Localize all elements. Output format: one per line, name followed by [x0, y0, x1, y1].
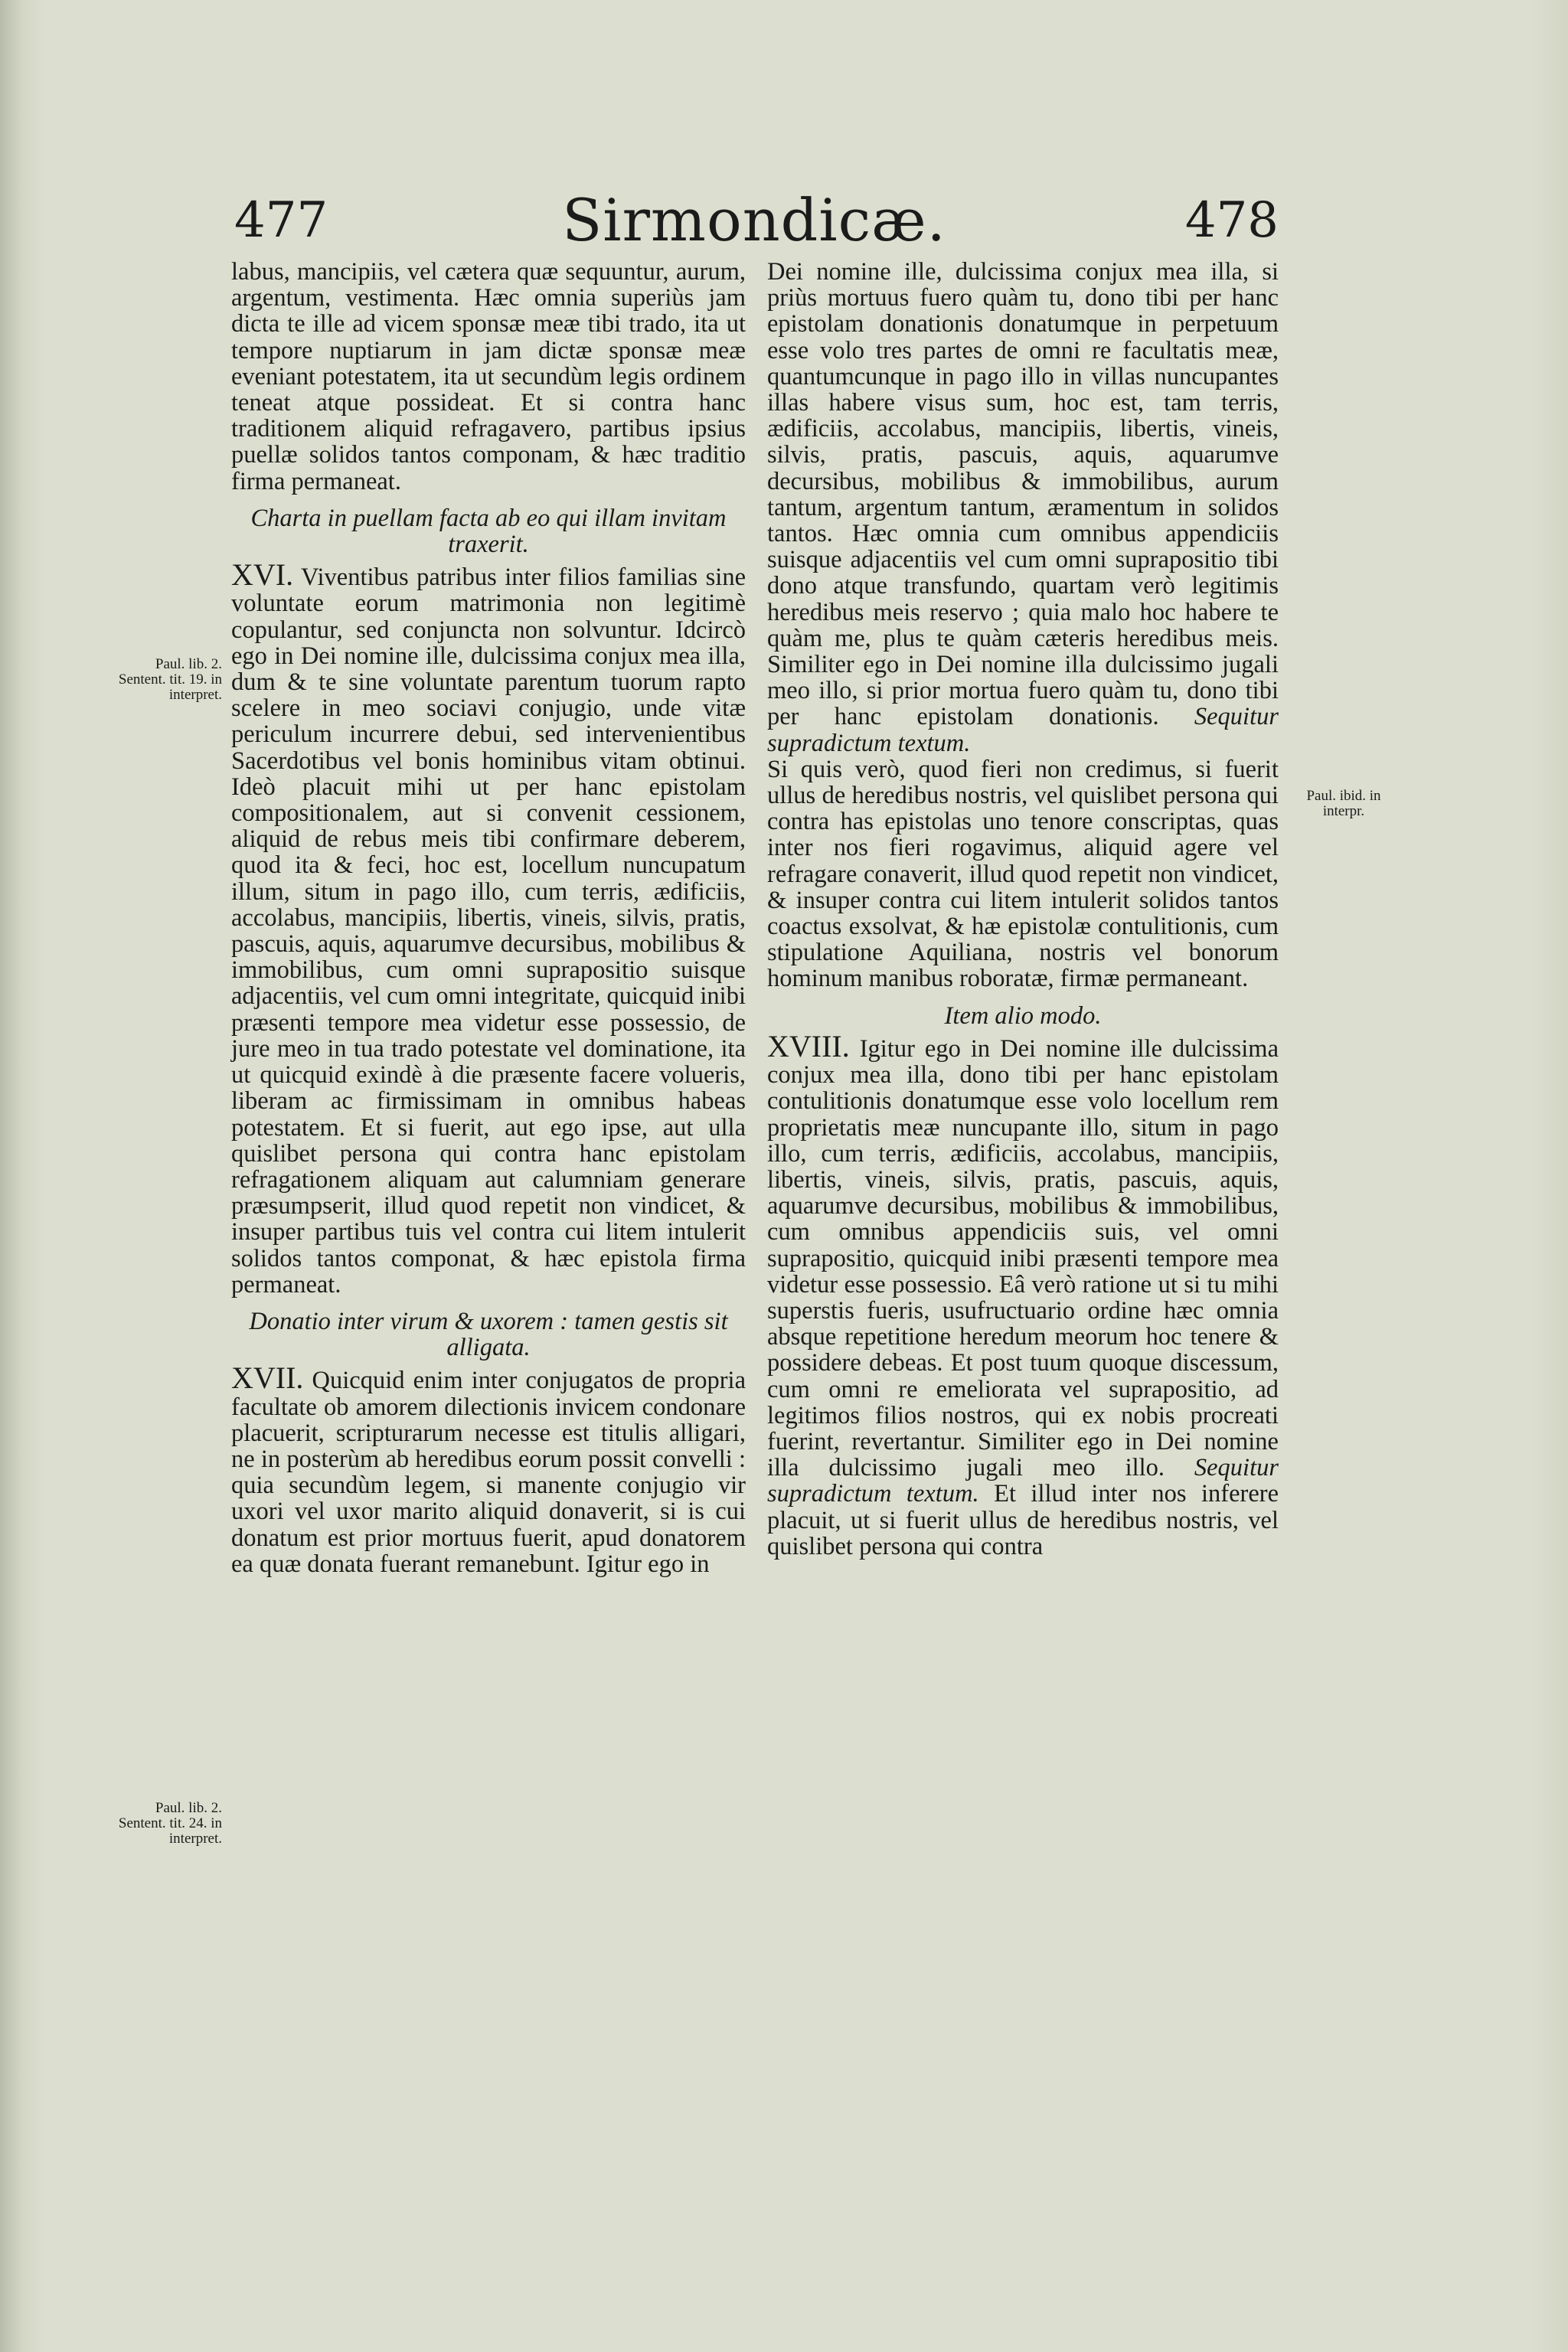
- margin-note: Paul. lib. 2. Sentent. tit. 19. in interpret.: [118, 656, 222, 703]
- folio-right: 478: [1184, 192, 1279, 249]
- paragraph: [767, 1028, 1279, 1560]
- margin-note: Paul. ibid. in interpr.: [1306, 788, 1381, 819]
- italic-phrase: Sequitur supradictum textum.: [767, 1454, 1279, 1508]
- section-heading: Charta in puellam facta ab eo qui illam invitam traxerit.: [250, 504, 727, 559]
- paragraph: labus, mancipiis, vel cætera quæ sequuntur, aurum, argentum, vestimenta. Hæc omnia superiùs jam dicta te ille ad vicem sponsæ meæ tibi trado, ita ut tempore nuptiarum in jam dictæ sponsæ meæ eveniant potestatem, ita ut secundùm legis ordinem teneat atque possideat. Et si contra hanc traditionem aliquid refragavero, partibus ipsius puellæ solidos tantos componam, & hæc traditio firma permaneat.: [231, 258, 746, 495]
- paragraph: [767, 259, 1279, 756]
- running-title: Sirmondicæ.: [562, 186, 946, 254]
- paragraph-text: Igitur ego in Dei nomine ille dulcissima conjux mea illa, dono tibi per hanc epistolam contulitionis donatumque esse volo locellum rem proprietatis meæ nuncupante illo, situm in pago illo, cum terris, ædificiis, accolabus, mancipiis, libertis, vineis, silvis, pratis, pascuis, aquis, aquarumve decursibus, mobilibus & immobilibus, cum omnibus appendiciis suis, vel omni suprapositio, quicquid inibi præsenti tempore mea videtur esse possessio. Eâ verò ratione ut si tu mihi superstis fueris, usufructuario ordine hæc omnia absque repetitione heredum meorum hoc tenere & possidere debeas. Et post tuum quoque discessum, cum omni re emeliorata vel suprapositio, ad legitimos filios nostros, qui ex nobis procreati fuerint, revertantur. Similiter ego in Dei nomine illa dulcissimo jugali meo illo.: [767, 1034, 1279, 1482]
- paragraph: Si quis verò, quod fieri non credimus, si fuerit ullus de heredibus nostris, vel quislibet persona qui contra has epistolas uno tenore conscriptas, quas inter nos fieri rogavimus, aliquid agere vel refragare conaverit, illud quod repetit non vindicet, & insuper contra cui litem intulerit solidos tantos coactus exsolvat, & hæ epistolæ contulitionis, cum stipulatione Aquiliana, nostris vel bonorum hominum manibus roboratæ, firmæ permaneant.: [767, 755, 1279, 993]
- section-heading: Donatio inter virum & uxorem : tamen gestis sit alligata.: [249, 1307, 728, 1362]
- margin-note: Paul. lib. 2. Sentent. tit. 24. in interpret.: [118, 1800, 222, 1847]
- paragraph-text: Et illud inter nos inferere placuit, ut si fuerit ullus de heredibus nostris, vel quislibet persona qui contra: [767, 1480, 1279, 1560]
- paragraph: [231, 1361, 746, 1578]
- paragraph: [231, 557, 746, 1298]
- paragraph-text: Dei nomine ille, dulcissima conjux mea illa, si priùs mortuus fuero quàm tu, dono tibi per hanc epistolam donationis donatumque in perpetuum esse volo tres partes de omni re facultatis meæ, quantumcunque in pago illo in villas nuncupantes illas habere visus sum, hoc est, tam terris, ædificiis, accolabus, mancipiis, libertis, vineis, silvis, pratis, pascuis, aquis, aquarumve decursibus, mobilibus & immobilibus, aurum tantum, argentum tantum, æramentum in solidos tantos. Hæc omnia cum omnibus appendiciis suisque adjacentiis vel cum omni suprapositio tibi dono atque transfundo, quartam verò legitimis heredibus meis reservo ; quia malo hoc habere te quàm me, plus te quàm cæteris heredibus meis. Similiter ego in Dei nomine illa dulcissimo jugali meo illo, si prior mortua fuero quàm tu, dono tibi per hanc epistolam donationis.: [767, 258, 1279, 731]
- paragraph-text: Viventibus patribus inter filios familias sine voluntate eorum matrimonia non legitimè copulantur, sed conjuncta non solvuntur. Idcircò ego in Dei nomine ille, dulcissima conjux mea illa, dum & te sine voluntate parentum tuorum rapto scelere in meo sociavi conjugio, unde vitæ periculum incurrere debui, sed intervenientibus Sacerdotibus vel bonis hominibus vitam obtinui. Ideò placuit mihi ut per hanc epistolam compositionalem, aut si convenit cessionem, aliquid de rebus meis tibi confirmare deberem, quod ita & feci, hoc est, locellum nuncupatum illum, situm in pago illo, cum terris, ædificiis, accolabus, mancipiis, libertis, vineis, silvis, pratis, pascuis, aquis, aquarumve decursibus, mobilibus & immobilibus, cum omni suprapositio suisque adjacentiis, vel cum omni integritate, quicquid inibi præsenti tempore mea videtur esse possessio, de jure meo in tua trado potestate vel dominatione, ita ut quicquid exindè à die præsente facere volueris, liberam ac firmissimam in omnibus habeas potestatem. Et si fuerit, aut ego ipse, aut ulla quislibet persona qui contra hanc epistolam refragationem aliquam aut calumniam generare præsumpserit, illud quod repetit non vindicet, & insuper partibus tuis vel contra cui litem intulerit solidos tantos componat, & hæc epistola firma permaneat.: [231, 564, 746, 1298]
- left-column: [231, 259, 746, 1577]
- section-numeral: XVII.: [231, 1361, 304, 1396]
- paragraph-text: Quicquid enim inter conjugatos de propria facultate ob amorem dilectionis invicem condonare placuerit, scripturarum necesse est titulis alligari, ne in posterùm ab heredibus eorum possit convelli : quia secundùm legem, si manente conjugio vir uxori vel uxor marito aliquid donaverit, si is cui donatum est prior mortuus fuerit, apud donatorem ea quæ donata fuerant remanebunt. Igitur ego in: [231, 1367, 746, 1578]
- right-column: [767, 259, 1279, 1560]
- italic-phrase: Sequitur supradictum textum.: [767, 703, 1279, 757]
- section-heading: Item alio modo.: [944, 1001, 1102, 1030]
- section-numeral: XVI.: [231, 557, 294, 593]
- page-header: [230, 186, 1279, 254]
- folio-left: 477: [234, 192, 328, 249]
- section-numeral: XVIII.: [767, 1028, 850, 1063]
